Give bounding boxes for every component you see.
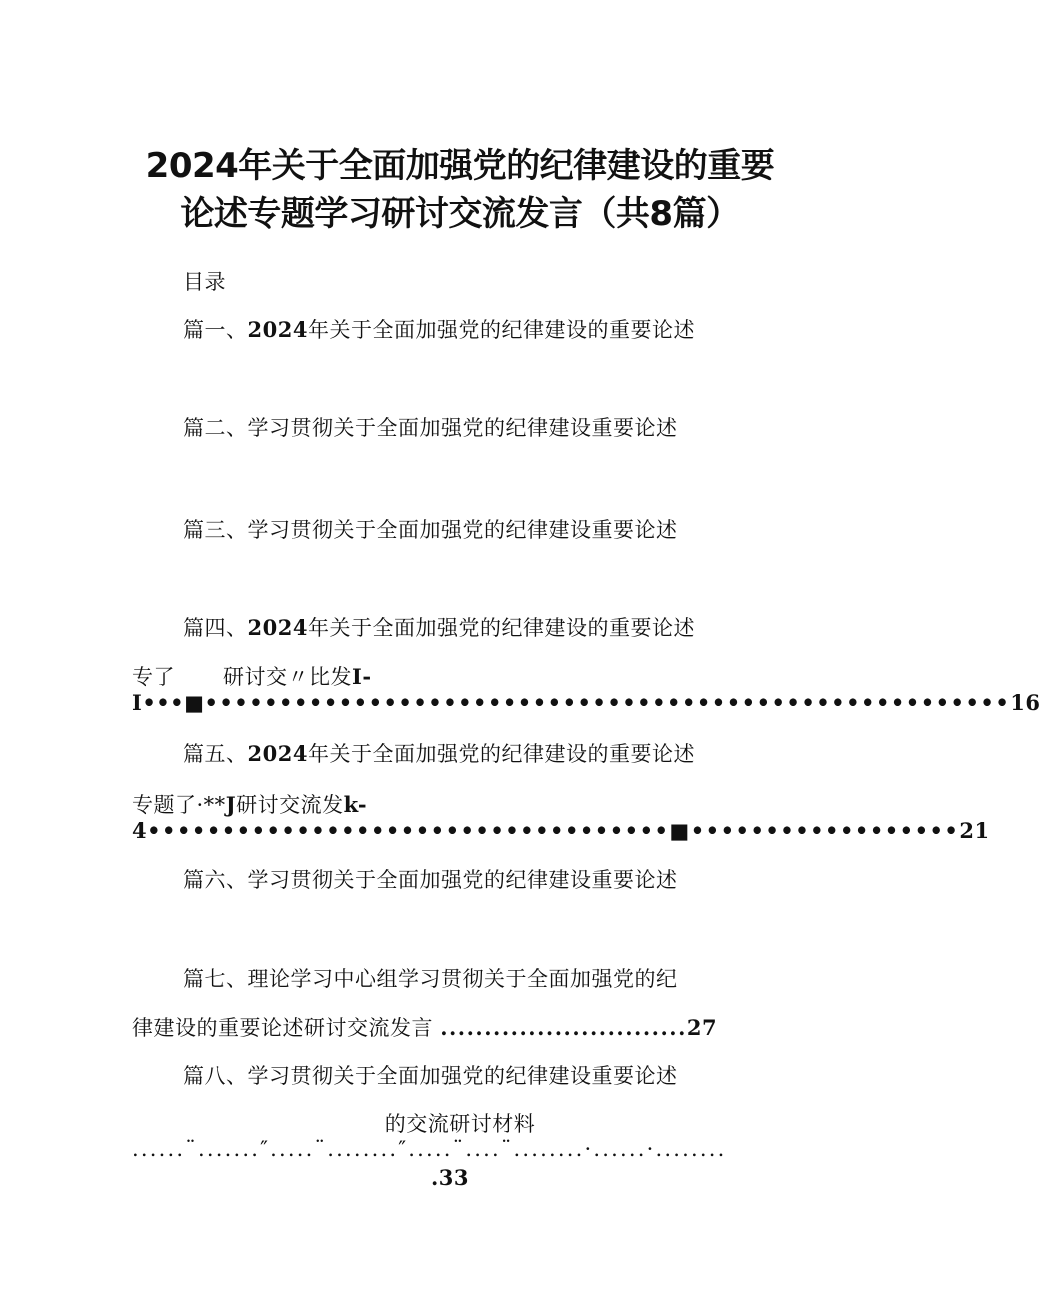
- toc-entry-fragment: J: [225, 792, 237, 817]
- toc-entry-8-continuation: 的交流研讨材料: [384, 1112, 536, 1136]
- toc-entry-prefix: 篇五、: [183, 742, 248, 766]
- toc-entry-prefix: 篇六、: [183, 868, 248, 892]
- toc-entry-8-leader: ......¨.......″.....¨........″.....¨....¨........·......·........: [132, 1137, 727, 1161]
- toc-entry-5[interactable]: [183, 738, 695, 768]
- toc-entry-5-continuation: [132, 789, 367, 819]
- toc-entry-1[interactable]: [183, 314, 695, 344]
- document-title-line-2: 论述专题学习研讨交流发言（共8篇）: [180, 194, 740, 234]
- toc-entry-year: 2024: [247, 741, 308, 766]
- toc-entry-fragment: 研讨交〃比发: [223, 665, 352, 689]
- toc-entry-3[interactable]: [183, 514, 678, 544]
- toc-page-number: 21: [959, 818, 990, 843]
- toc-entry-text: 学习贯彻关于全面加强党的纪律建设重要论述: [247, 1064, 678, 1088]
- toc-page-number: 27: [686, 1015, 718, 1040]
- toc-entry-year: 2024: [247, 317, 308, 342]
- toc-leader-start: 4: [132, 818, 148, 843]
- toc-entry-fragment: 研讨交流发: [236, 793, 344, 817]
- toc-page-number: 16: [1010, 690, 1040, 715]
- toc-entry-text: 年关于全面加强党的纪律建设的重要论述: [307, 742, 695, 766]
- toc-entry-text: 学习贯彻关于全面加强党的纪律建设重要论述: [247, 868, 678, 892]
- toc-leader-dots: ............................: [440, 1015, 687, 1040]
- toc-entry-8-page: [0, 1165, 900, 1190]
- toc-entry-fragment: 专题了·**: [132, 793, 226, 817]
- toc-entry-4[interactable]: [183, 612, 695, 642]
- toc-leader-start: I•••■: [132, 690, 205, 715]
- toc-entry-7[interactable]: [183, 963, 678, 993]
- toc-heading: 目录: [183, 270, 226, 294]
- toc-leader-dots: .: [430, 1165, 439, 1190]
- toc-entry-prefix: 篇三、: [183, 518, 248, 542]
- toc-entry-prefix: 篇八、: [183, 1064, 248, 1088]
- toc-entry-year: 2024: [247, 615, 308, 640]
- toc-entry-fragment: I-: [352, 664, 372, 689]
- toc-entry-prefix: 篇二、: [183, 416, 248, 440]
- toc-entry-5-leader: [132, 818, 990, 843]
- toc-entry-text: 理论学习中心组学习贯彻关于全面加强党的纪: [247, 967, 678, 991]
- toc-entry-text: 学习贯彻关于全面加强党的纪律建设重要论述: [247, 518, 678, 542]
- toc-entry-text: 年关于全面加强党的纪律建设的重要论述: [307, 616, 695, 640]
- toc-entry-text: 年关于全面加强党的纪律建设的重要论述: [307, 318, 695, 342]
- toc-entry-4-continuation: [132, 661, 372, 691]
- toc-entry-8[interactable]: [183, 1060, 678, 1090]
- toc-entry-fragment: k-: [343, 792, 368, 817]
- toc-entry-2[interactable]: [183, 412, 678, 442]
- toc-entry-prefix: 篇四、: [183, 616, 248, 640]
- document-title-line-1: 2024年关于全面加强党的纪律建设的重要: [145, 146, 775, 186]
- toc-entry-7-continuation: [132, 1012, 717, 1042]
- toc-leader-dots: ••••••••••••••••••••••••••••••••••••••••••••••••••••••: [204, 690, 1011, 715]
- toc-entry-text: 学习贯彻关于全面加强党的纪律建设重要论述: [247, 416, 678, 440]
- toc-entry-prefix: 篇七、: [183, 967, 248, 991]
- toc-entry-fragment: 律建设的重要论述研讨交流发言: [132, 1016, 433, 1040]
- toc-page-number: 33: [438, 1165, 470, 1190]
- toc-entry-fragment: 专了: [132, 665, 175, 689]
- toc-entry-prefix: 篇一、: [183, 318, 248, 342]
- toc-entry-6[interactable]: [183, 864, 678, 894]
- toc-entry-4-leader: [132, 690, 1040, 715]
- toc-leader-dots: •••••••••••••••••••••••••••••••••••■••••••••••••••••••: [147, 818, 960, 843]
